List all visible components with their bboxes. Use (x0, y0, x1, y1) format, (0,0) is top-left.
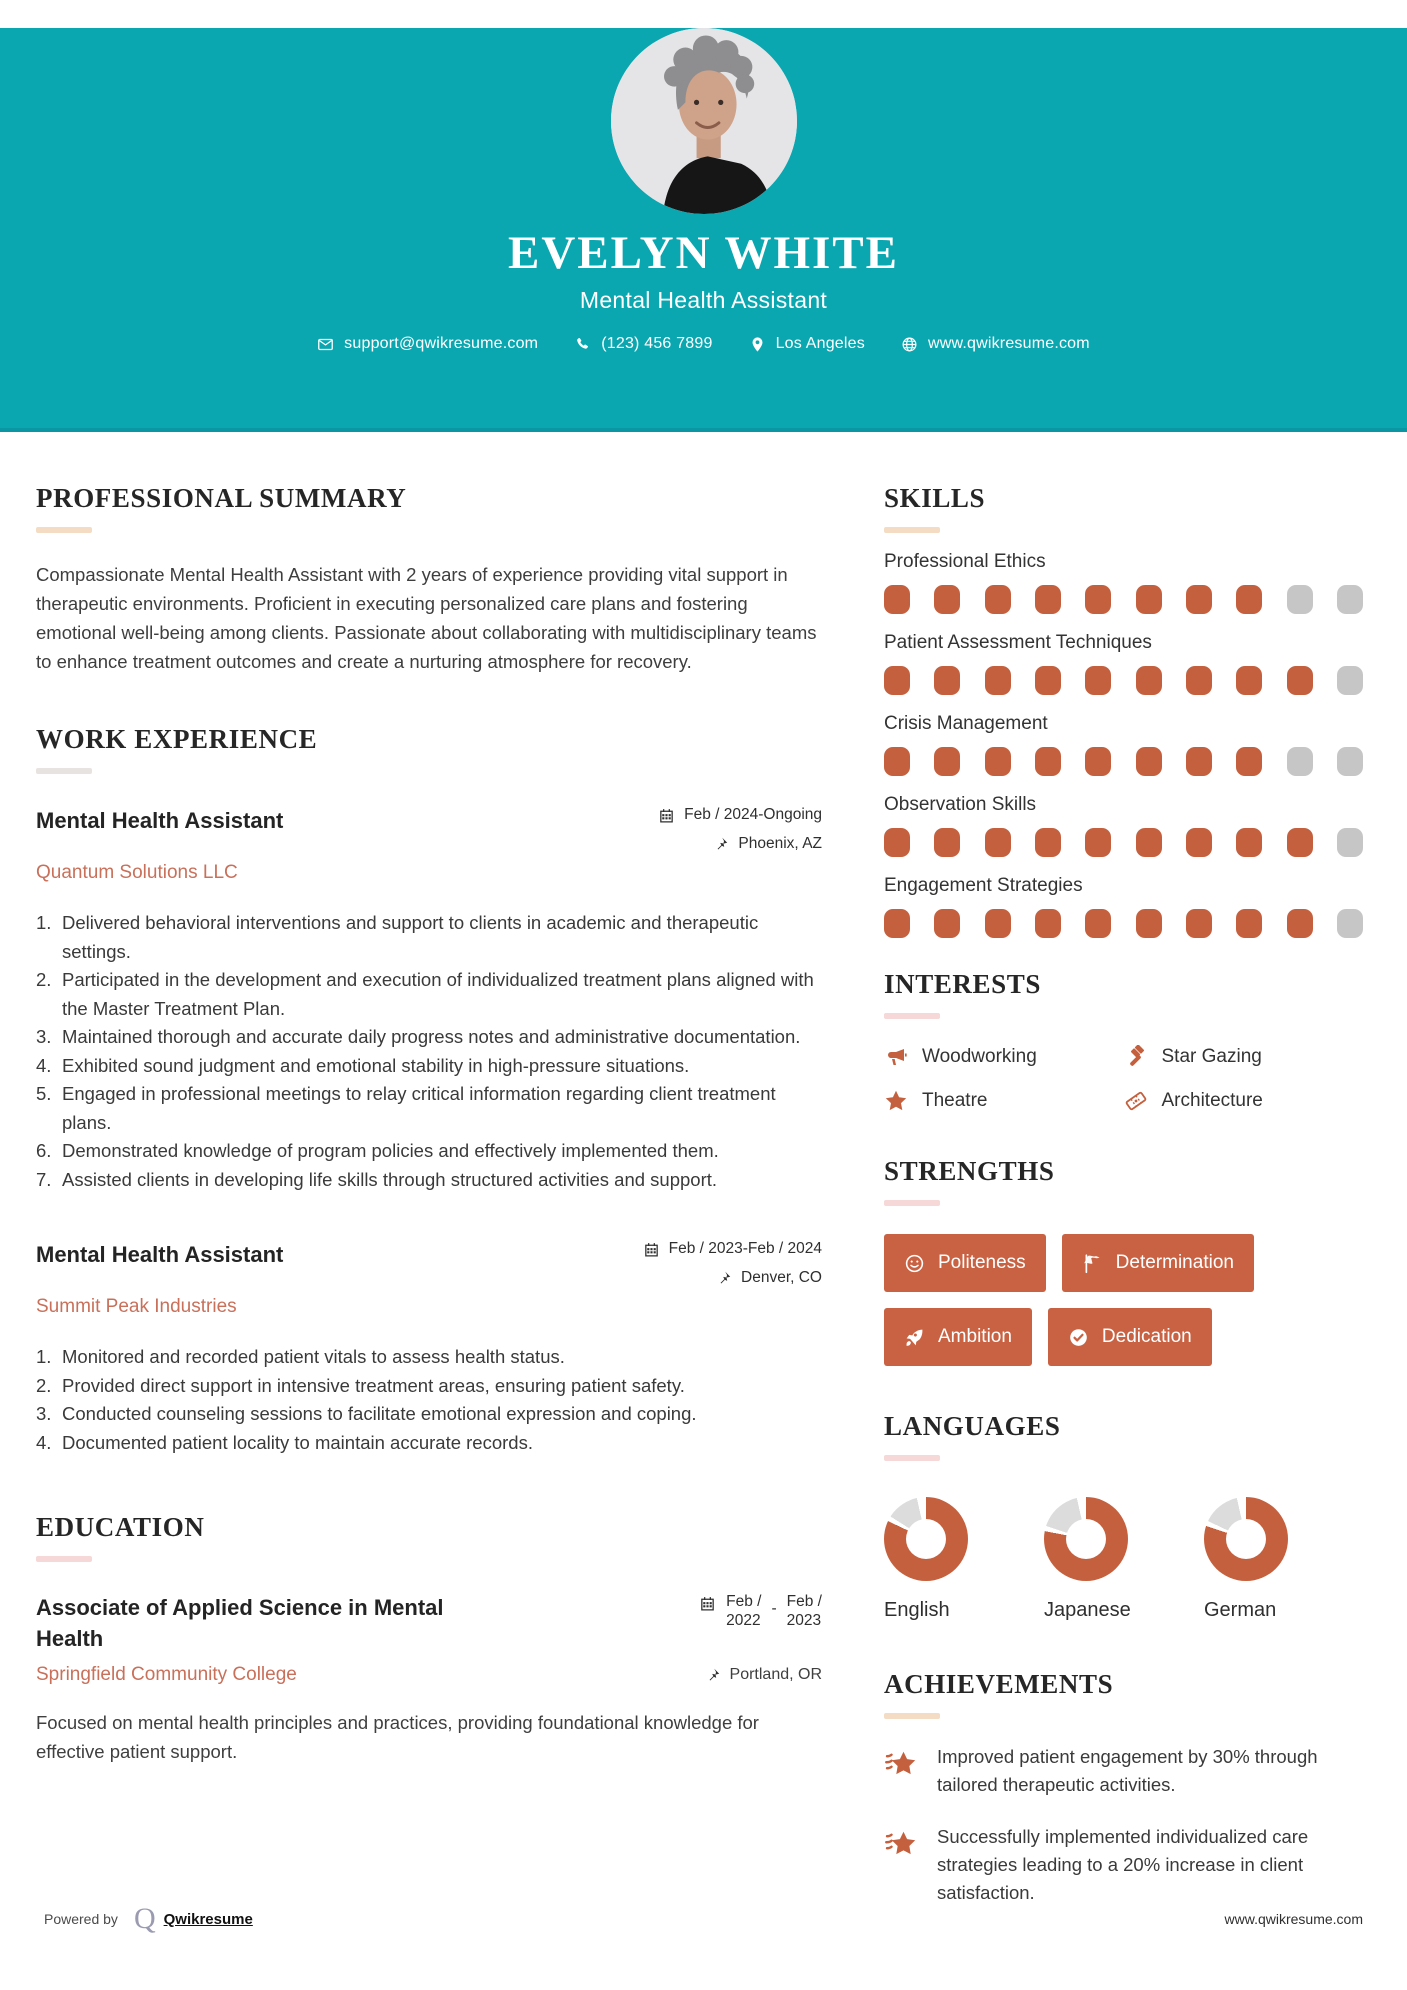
skill-dot-filled (1136, 666, 1162, 695)
language-item (1204, 1497, 1364, 1622)
contact-item (749, 335, 865, 353)
skills-heading: SKILLS (884, 483, 986, 513)
skill-dot-filled (934, 666, 960, 695)
job-bullet: Documented patient locality to maintain accurate records. (62, 1431, 533, 1453)
strengths-section (884, 1155, 1363, 1366)
heading-underline (884, 1013, 940, 1019)
skill-dot-filled (884, 747, 910, 776)
rocket-icon (904, 1327, 925, 1348)
education-description: Focused on mental health principles and practices, providing foundational knowledge for effective patient support. (36, 1712, 759, 1762)
powered-by-label: Powered by (44, 1911, 118, 1927)
globe-icon (901, 336, 918, 353)
interest-item (1124, 1045, 1364, 1069)
job-dates-text: Feb / 2023-Feb / 2024 (668, 1240, 822, 1257)
calendar-icon (658, 807, 675, 824)
work-heading: WORK EXPERIENCE (36, 724, 318, 754)
skill-dot-filled (1236, 828, 1262, 857)
skill-dot-filled (1035, 747, 1061, 776)
skill-dot-filled (1236, 747, 1262, 776)
skill-dot-filled (1085, 909, 1111, 938)
job-header (36, 806, 822, 853)
skill-dot-filled (1136, 828, 1162, 857)
skill-name: Crisis Management (884, 713, 1048, 734)
strength-badge (884, 1308, 1032, 1366)
date-end: Feb / 2023 (786, 1593, 822, 1629)
skill-dot-filled (934, 828, 960, 857)
interest-item (1124, 1089, 1364, 1113)
strength-badge (884, 1234, 1046, 1292)
interest-item (884, 1045, 1124, 1069)
job-entry (36, 806, 822, 1194)
shooting-star-icon (884, 1743, 920, 1799)
contact-text: www.qwikresume.com (927, 335, 1090, 352)
check-circle-icon (1068, 1327, 1089, 1348)
skill-dots (884, 828, 1363, 857)
skill-dot-filled (1186, 585, 1212, 614)
skill-dot-filled (985, 828, 1011, 857)
header (0, 28, 1407, 432)
skill-dot-filled (1236, 666, 1262, 695)
location-icon (749, 336, 766, 353)
heading-underline (884, 1455, 940, 1461)
shooting-star-icon (884, 1823, 920, 1907)
degree-title: Associate of Applied Science in Mental Health (36, 1595, 444, 1651)
skill-dot-filled (1186, 828, 1212, 857)
skill-name: Observation Skills (884, 794, 1037, 815)
footer (44, 1904, 1363, 1934)
heading-underline (884, 527, 940, 533)
language-name: German (1204, 1599, 1277, 1621)
strength-badge (1062, 1234, 1254, 1292)
skill-dot-filled (985, 666, 1011, 695)
left-column (36, 482, 822, 1907)
skill-dot-empty (1337, 585, 1363, 614)
interest-list (884, 1045, 1363, 1113)
skill-dots (884, 747, 1363, 776)
skill-dot-filled (884, 666, 910, 695)
interest-item (884, 1089, 1124, 1113)
education-section (36, 1511, 822, 1766)
skill-dot-filled (1136, 909, 1162, 938)
job-bullet: Delivered behavioral interventions and support to clients in academic and therapeutic settings. (62, 912, 759, 962)
skill-dot-filled (1136, 585, 1162, 614)
skill-dot-filled (1035, 828, 1061, 857)
language-item (884, 1497, 1044, 1622)
achievement-item (884, 1743, 1363, 1799)
job-bullet: Participated in the development and execution of individualized treatment plans aligned with the Master Treatment Plan. (62, 969, 814, 1019)
strength-label: Dedication (1101, 1326, 1192, 1347)
skill-dot-filled (884, 585, 910, 614)
job-bullet: Demonstrated knowledge of program policies and effectively implemented them. (62, 1140, 719, 1161)
job-entry (36, 1240, 822, 1457)
skill-name: Engagement Strategies (884, 875, 1083, 896)
skill-dot-filled (1186, 909, 1212, 938)
education-location: Portland, OR (704, 1666, 822, 1684)
footer-website: www.qwikresume.com (1224, 1911, 1363, 1927)
profile-photo (611, 28, 797, 214)
achievement-text: Improved patient engagement by 30% through tailored therapeutic activities. (937, 1746, 1318, 1795)
job-list (36, 806, 822, 1457)
skill-dot-filled (1035, 909, 1061, 938)
job-title: Mental Health Assistant (36, 1242, 284, 1267)
company-name: Summit Peak Industries (36, 1296, 237, 1317)
qwikresume-logo: Q (133, 1902, 156, 1935)
date-dash: - (771, 1600, 777, 1617)
pushpin-icon (704, 1667, 721, 1684)
skill-dots (884, 585, 1363, 614)
language-donut-chart (1044, 1497, 1128, 1581)
languages-section (884, 1410, 1363, 1622)
skill-name: Patient Assessment Techniques (884, 632, 1152, 653)
interest-label: Woodworking (922, 1046, 1037, 1067)
skill-dot-empty (1337, 666, 1363, 695)
smiley-icon (904, 1253, 925, 1274)
qwikresume-link[interactable]: Qwikresume (163, 1910, 253, 1928)
skill-dot-empty (1337, 909, 1363, 938)
pushpin-icon (715, 1270, 732, 1287)
skill-name: Professional Ethics (884, 551, 1046, 572)
language-donut-chart (1204, 1497, 1288, 1581)
interest-label: Architecture (1161, 1090, 1263, 1111)
summary-text: Compassionate Mental Health Assistant with 2 years of experience providing vital support in therapeutic environments. Proficient in executing personalized care plans and fostering emotional well-being among clients. Passionate about collaborating with multidisciplinary teams to enhance treatment outcomes and create a nurturing atmosphere for recovery. (36, 564, 817, 672)
job-dates (572, 806, 822, 824)
job-bullet: Monitored and recorded patient vitals to assess health status. (62, 1346, 565, 1367)
skill-dot-filled (1085, 585, 1111, 614)
job-bullet: Provided direct support in intensive treatment areas, ensuring patient safety. (62, 1374, 685, 1396)
skill-dot-filled (1186, 747, 1212, 776)
skill-dot-filled (1186, 666, 1212, 695)
right-column (884, 482, 1363, 1907)
strength-label: Politeness (938, 1252, 1026, 1273)
skill-dots (884, 666, 1363, 695)
heading-underline (36, 1556, 92, 1562)
skill-dot-filled (934, 747, 960, 776)
skill-dot-filled (1236, 585, 1262, 614)
language-name: English (884, 1599, 950, 1621)
education-dates (699, 1592, 822, 1654)
skill-dot-filled (884, 828, 910, 857)
skill-dot-filled (1085, 828, 1111, 857)
skill-dot-empty (1287, 585, 1313, 614)
main-content (0, 432, 1407, 1907)
job-bullet: Assisted clients in developing life skills through structured activities and support. (62, 1168, 718, 1190)
contact-item[interactable] (317, 335, 538, 353)
skill-dot-filled (985, 747, 1011, 776)
skill-dots (884, 909, 1363, 938)
interests-section (884, 968, 1363, 1113)
languages-heading: LANGUAGES (884, 1411, 1061, 1441)
phone-icon (574, 336, 591, 353)
skill-item (884, 712, 1363, 776)
job-bullet: Exhibited sound judgment and emotional stability in high-pressure situations. (62, 1054, 690, 1076)
skills-section (884, 482, 1363, 938)
skill-dot-empty (1287, 747, 1313, 776)
job-dates (572, 1240, 822, 1258)
achievement-text: Successfully implemented individualized care strategies leading to a 20% increase in client satisfaction. (937, 1826, 1309, 1903)
job-header (36, 1240, 822, 1287)
skill-dot-filled (1287, 828, 1313, 857)
pushpin-icon (712, 836, 729, 853)
interests-heading: INTERESTS (884, 969, 1041, 999)
strength-label: Determination (1115, 1252, 1234, 1273)
skill-item (884, 793, 1363, 857)
interest-label: Theatre (922, 1090, 988, 1111)
language-donut-chart (884, 1497, 968, 1581)
skill-dot-filled (985, 909, 1011, 938)
job-meta (572, 806, 822, 853)
skill-list (884, 550, 1363, 938)
language-name: Japanese (1044, 1599, 1131, 1621)
language-item (1044, 1497, 1204, 1622)
contact-text: (123) 456 7899 (601, 335, 713, 352)
job-meta (572, 1240, 822, 1287)
education-heading: EDUCATION (36, 1512, 205, 1542)
strength-badge (1048, 1308, 1212, 1366)
job-bullet-list (36, 909, 822, 1194)
language-list (884, 1497, 1363, 1622)
star-icon (884, 1089, 908, 1113)
skill-dot-filled (1236, 909, 1262, 938)
calendar-icon (643, 1241, 660, 1258)
person-name: EVELYN WHITE (507, 227, 899, 279)
calendar-icon (699, 1595, 716, 1612)
achievement-list (884, 1743, 1363, 1907)
skill-dot-filled (1136, 747, 1162, 776)
skill-dot-filled (1085, 747, 1111, 776)
skill-dot-filled (884, 909, 910, 938)
skill-item (884, 550, 1363, 614)
summary-section (36, 482, 822, 676)
summary-heading: PROFESSIONAL SUMMARY (36, 483, 407, 513)
job-title: Mental Health Assistant (36, 808, 284, 833)
achievements-section (884, 1668, 1363, 1907)
heading-underline (36, 527, 92, 533)
job-bullet: Engaged in professional meetings to relay critical information regarding client treatment plans. (62, 1083, 776, 1133)
heading-underline (884, 1713, 940, 1719)
portrait-illustration (611, 28, 797, 214)
skill-dot-filled (934, 585, 960, 614)
skill-dot-filled (1035, 666, 1061, 695)
work-experience-section (36, 723, 822, 1457)
skill-dot-filled (985, 585, 1011, 614)
school-name: Springfield Community College (36, 1664, 297, 1685)
ticket-icon (1124, 1089, 1148, 1113)
strength-badges (884, 1234, 1363, 1366)
interest-label: Star Gazing (1161, 1046, 1262, 1067)
strength-label: Ambition (938, 1326, 1012, 1347)
contact-text: support@qwikresume.com (344, 335, 539, 352)
job-bullet: Conducted counseling sessions to facilitate emotional expression and coping. (62, 1403, 697, 1424)
skill-item (884, 874, 1363, 938)
strengths-heading: STRENGTHS (884, 1156, 1055, 1186)
skill-dot-filled (1085, 666, 1111, 695)
job-location-text: Denver, CO (741, 1269, 822, 1286)
achievement-item (884, 1823, 1363, 1907)
job-location-text: Phoenix, AZ (738, 835, 822, 852)
skill-item (884, 631, 1363, 695)
person-title: Mental Health Assistant (579, 287, 828, 313)
skill-dot-filled (934, 909, 960, 938)
skill-dot-filled (1035, 585, 1061, 614)
achievements-heading: ACHIEVEMENTS (884, 1669, 1114, 1699)
contact-item (574, 335, 712, 353)
gavel-icon (1124, 1045, 1148, 1069)
flag-icon (1082, 1253, 1103, 1274)
heading-underline (884, 1200, 940, 1206)
skill-dot-filled (1287, 666, 1313, 695)
job-location (572, 835, 822, 853)
contact-row (0, 335, 1407, 353)
date-start: Feb / 2022 (726, 1593, 762, 1629)
megaphone-icon (884, 1045, 908, 1069)
job-location (572, 1269, 822, 1287)
skill-dot-empty (1337, 747, 1363, 776)
job-bullet-list (36, 1343, 822, 1457)
skill-dot-empty (1337, 828, 1363, 857)
job-bullet: Maintained thorough and accurate daily progress notes and administrative documentation. (62, 1026, 801, 1047)
contact-item[interactable] (901, 335, 1090, 353)
job-dates-text: Feb / 2024-Ongoing (684, 806, 822, 823)
heading-underline (36, 768, 92, 774)
contact-text: Los Angeles (775, 335, 865, 352)
email-icon (317, 336, 334, 353)
skill-dot-filled (1287, 909, 1313, 938)
company-name: Quantum Solutions LLC (36, 862, 238, 883)
